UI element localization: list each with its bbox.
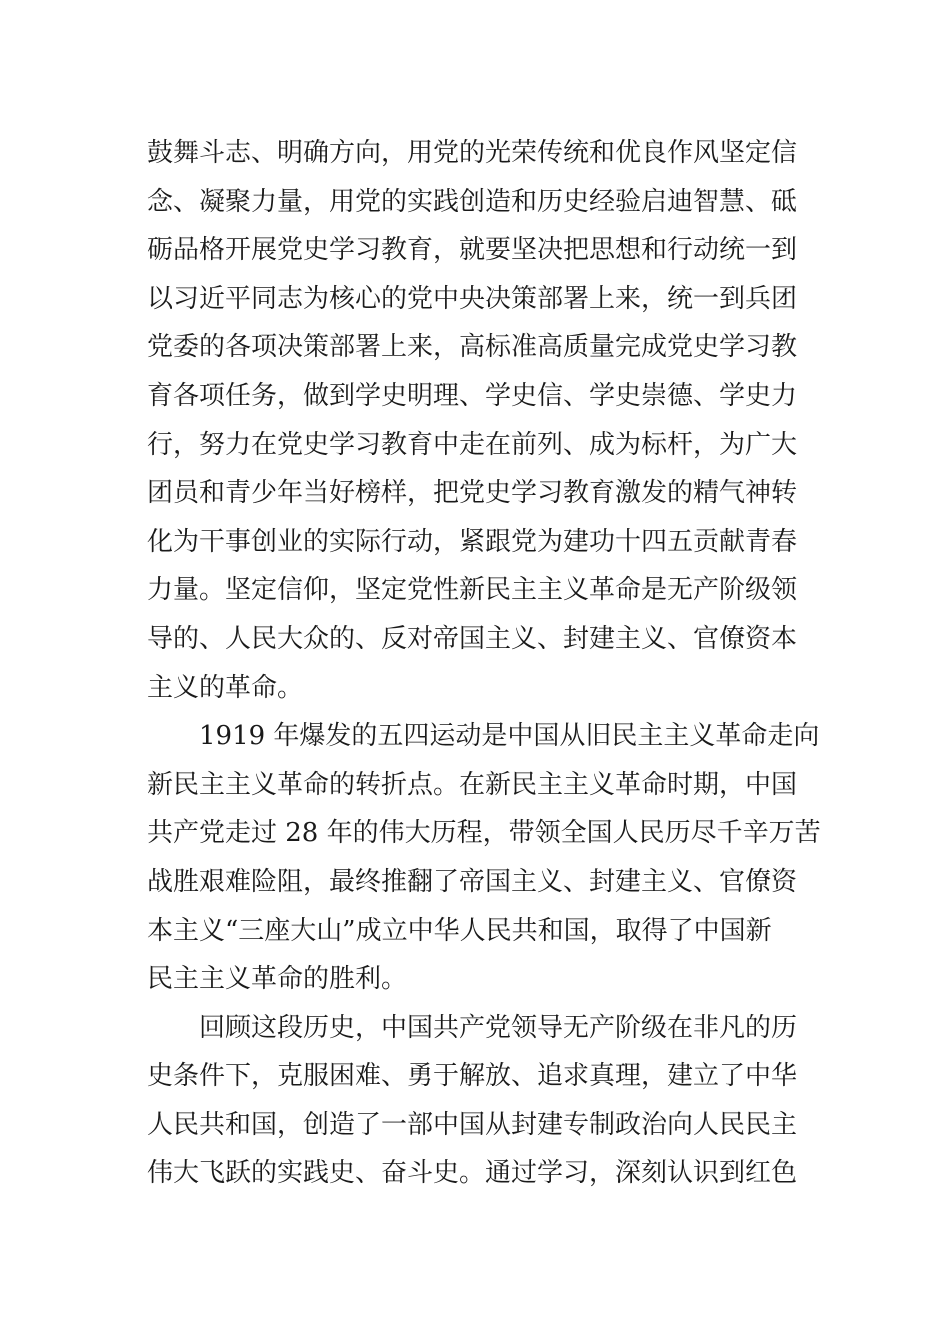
text-line: 新民主主义革命的转折点。在新民主主义革命时期，中国 xyxy=(147,769,798,800)
text-line: 念、凝聚力量，用党的实践创造和历史经验启迪智慧、砥 xyxy=(147,186,798,217)
text-line: 战胜艰难险阻，最终推翻了帝国主义、封建主义、官僚资 xyxy=(147,866,798,897)
text-line: 伟大飞跃的实践史、奋斗史。通过学习，深刻认识到红色 xyxy=(147,1158,798,1189)
text-line: 化为干事创业的实际行动，紧跟党为建功十四五贡献青春 xyxy=(147,526,798,557)
text-line: 民主主义革命的胜利。 xyxy=(147,964,408,995)
text-line: 史条件下，克服困难、勇于解放、追求真理，建立了中华 xyxy=(147,1061,798,1092)
text-line: 行，努力在党史学习教育中走在前列、成为标杆，为广大 xyxy=(147,429,798,460)
paragraph-1 xyxy=(147,129,817,712)
paragraph-3 xyxy=(147,1004,817,1198)
text-line: 鼓舞斗志、明确方向，用党的光荣传统和优良作风坚定信 xyxy=(147,138,798,168)
text-line: 砺品格开展党史学习教育，就要坚决把思想和行动统一到 xyxy=(147,235,798,266)
text-line: 育各项任务，做到学史明理、学史信、学史崇德、学史力 xyxy=(147,380,798,411)
text-line: 共产党走过 28 年的伟大历程，带领全国人民历尽千辛万苦 xyxy=(147,818,821,849)
text-line: 团员和青少年当好榜样，把党史学习教育激发的精气神转 xyxy=(147,478,798,509)
text-line: 导的、人民大众的、反对帝国主义、封建主义、官僚资本 xyxy=(147,623,798,654)
text-line: 回顾这段历史，中国共产党领导无产阶级在非凡的历 xyxy=(199,1012,798,1043)
text-line: 1919 年爆发的五四运动是中国从旧民主主义革命走向 xyxy=(199,721,820,752)
text-line: 主义的革命。 xyxy=(147,672,304,703)
paragraph-2 xyxy=(147,712,821,1004)
text-line: 党委的各项决策部署上来，高标准高质量完成党史学习教 xyxy=(147,332,798,363)
document-body xyxy=(147,129,821,1198)
text-line: 人民共和国，创造了一部中国从封建专制政治向人民民主 xyxy=(147,1109,798,1140)
text-line: 力量。坚定信仰，坚定党性新民主主义革命是无产阶级领 xyxy=(147,575,798,606)
text-line: 以习近平同志为核心的党中央决策部署上来，统一到兵团 xyxy=(147,283,798,314)
text-line: 本主义“三座大山”成立中华人民共和国，取得了中国新 xyxy=(147,915,772,946)
